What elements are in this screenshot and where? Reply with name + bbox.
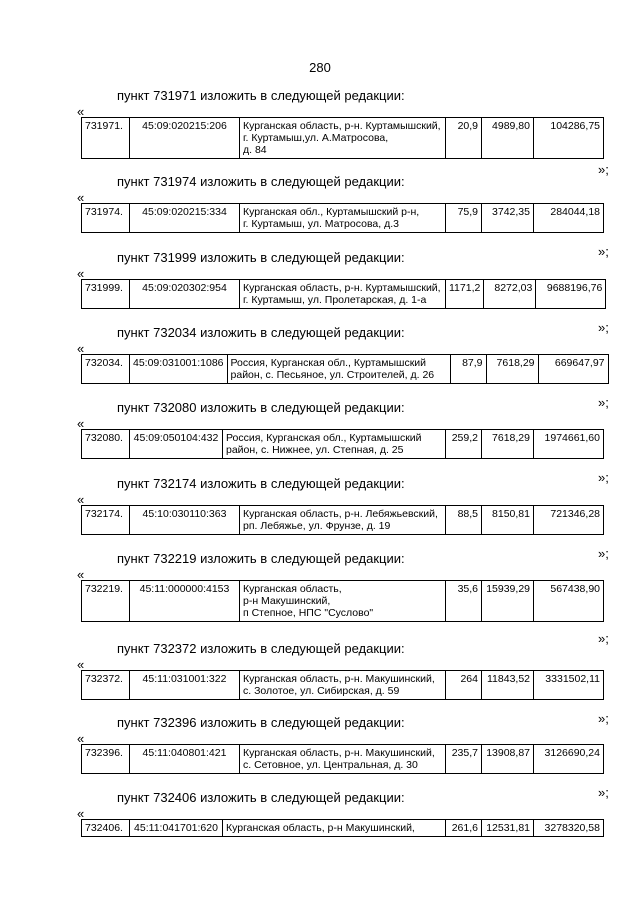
property-table (81, 354, 609, 384)
address-line: п Степное, НПС "Суслово" (243, 607, 374, 619)
cadastral-number-cell: 45:11:040801:421 (130, 745, 240, 774)
address-line: Курганская область, р-н. Куртамышский, (243, 282, 441, 294)
property-table (81, 505, 604, 535)
close-quote: »; (598, 244, 609, 259)
open-quote: « (77, 190, 85, 205)
cadastral-number-cell: 45:09:050104:432 (130, 430, 223, 459)
cadastral-number-cell: 45:11:031001:322 (130, 671, 240, 700)
amendment-heading: пункт 732396 изложить в следующей редакции: (117, 715, 405, 730)
total-value-cell: 3278320,58 (534, 820, 604, 837)
amendment-heading: пункт 731974 изложить в следующей редакции: (117, 174, 405, 189)
total-value-cell: 567438,90 (534, 581, 604, 622)
amendment-heading: пункт 731971 изложить в следующей редакции: (117, 88, 405, 103)
amendment-heading: пункт 732372 изложить в следующей редакции: (117, 641, 405, 656)
close-quote: »; (598, 785, 609, 800)
address-line: Россия, Курганская обл., Куртамышский (226, 432, 422, 444)
open-quote: « (77, 657, 85, 672)
address-cell (240, 118, 446, 159)
price-cell: 8150,81 (482, 506, 534, 535)
address-cell (240, 581, 446, 622)
total-value-cell: 1974661,60 (534, 430, 604, 459)
address-line: Курганская обл., Куртамышский р-н, (243, 206, 420, 218)
amendment-heading: пункт 732174 изложить в следующей редакции: (117, 476, 405, 491)
area-cell: 261,6 (446, 820, 482, 837)
address-line: Курганская область, р-н. Куртамышский, (243, 120, 441, 132)
property-table (81, 203, 604, 233)
amendment-heading: пункт 732034 изложить в следующей редакции: (117, 325, 405, 340)
price-cell: 3742,35 (482, 204, 534, 233)
open-quote: « (77, 806, 85, 821)
amendment-heading: пункт 731999 изложить в следующей редакции: (117, 250, 405, 265)
address-line: с. Сетовное, ул. Центральная, д. 30 (243, 759, 418, 771)
cadastral-number-cell: 45:09:020215:206 (130, 118, 240, 159)
cadastral-number-cell: 45:09:031001:1086 (130, 355, 228, 384)
property-table (81, 670, 604, 700)
item-number-cell: 732174. (82, 506, 130, 535)
area-cell: 35,6 (446, 581, 482, 622)
address-line: Курганская область, р-н. Макушинский, (243, 747, 435, 759)
table-row (82, 671, 604, 700)
page-number: 280 (309, 60, 331, 75)
address-line: г. Куртамыш,ул. А.Матросова, (243, 132, 389, 144)
area-cell: 75,9 (446, 204, 482, 233)
price-cell: 13908,87 (482, 745, 534, 774)
address-line: д. 84 (243, 144, 267, 156)
cadastral-number-cell: 45:10:030110:363 (130, 506, 240, 535)
address-line: Курганская область, р-н. Макушинский, (243, 673, 435, 685)
close-quote: »; (598, 395, 609, 410)
total-value-cell: 104286,75 (534, 118, 604, 159)
amendment-heading: пункт 732080 изложить в следующей редакции: (117, 400, 405, 415)
amendment-heading: пункт 732406 изложить в следующей редакции: (117, 790, 405, 805)
total-value-cell: 3331502,11 (534, 671, 604, 700)
open-quote: « (77, 104, 85, 119)
price-cell: 7618,29 (482, 430, 534, 459)
close-quote: »; (598, 162, 609, 177)
close-quote: »; (598, 470, 609, 485)
item-number-cell: 731999. (82, 280, 130, 309)
address-line: р-н Макушинский, (243, 595, 331, 607)
area-cell: 264 (446, 671, 482, 700)
address-cell (223, 820, 446, 837)
price-cell: 15939,29 (482, 581, 534, 622)
close-quote: »; (598, 711, 609, 726)
item-number-cell: 732034. (82, 355, 130, 384)
item-number-cell: 732080. (82, 430, 130, 459)
item-number-cell: 732396. (82, 745, 130, 774)
area-cell: 235,7 (446, 745, 482, 774)
area-cell: 20,9 (446, 118, 482, 159)
address-cell (223, 430, 446, 459)
price-cell: 4989,80 (482, 118, 534, 159)
property-table (81, 429, 604, 459)
table-row (82, 820, 604, 837)
address-line: г. Куртамыш, ул. Пролетарская, д. 1-а (243, 294, 427, 306)
total-value-cell: 9688196,76 (536, 280, 606, 309)
property-table (81, 279, 606, 309)
close-quote: »; (598, 320, 609, 335)
property-table (81, 580, 604, 622)
total-value-cell: 669647,97 (538, 355, 608, 384)
open-quote: « (77, 266, 85, 281)
open-quote: « (77, 731, 85, 746)
item-number-cell: 732372. (82, 671, 130, 700)
price-cell: 8272,03 (484, 280, 536, 309)
close-quote: »; (598, 546, 609, 561)
area-cell: 87,9 (450, 355, 486, 384)
address-cell (240, 506, 446, 535)
item-number-cell: 731974. (82, 204, 130, 233)
open-quote: « (77, 567, 85, 582)
table-row (82, 430, 604, 459)
table-row (82, 581, 604, 622)
total-value-cell: 3126690,24 (534, 745, 604, 774)
table-row (82, 506, 604, 535)
table-row (82, 118, 604, 159)
area-cell: 88,5 (446, 506, 482, 535)
area-cell: 259,2 (446, 430, 482, 459)
item-number-cell: 732219. (82, 581, 130, 622)
address-line: с. Золотое, ул. Сибирская, д. 59 (243, 685, 400, 697)
item-number-cell: 732406. (82, 820, 130, 837)
address-line: район, с. Нижнее, ул. Степная, д. 25 (226, 444, 404, 456)
amendment-heading: пункт 732219 изложить в следующей редакции: (117, 551, 405, 566)
open-quote: « (77, 492, 85, 507)
table-row (82, 745, 604, 774)
cadastral-number-cell: 45:11:000000:4153 (130, 581, 240, 622)
item-number-cell: 731971. (82, 118, 130, 159)
price-cell: 11843,52 (482, 671, 534, 700)
open-quote: « (77, 341, 85, 356)
address-cell (240, 280, 446, 309)
close-quote: »; (598, 631, 609, 646)
address-line: район, с. Песьяное, ул. Строителей, д. 26 (230, 369, 435, 381)
total-value-cell: 284044,18 (534, 204, 604, 233)
cadastral-number-cell: 45:11:041701:620 (130, 820, 223, 837)
address-line: рп. Лебяжье, ул. Фрунзе, д. 19 (243, 520, 391, 532)
table-row (82, 355, 609, 384)
address-line: Курганская область, р-н Макушинский, (226, 822, 415, 834)
address-cell (240, 204, 446, 233)
address-cell (240, 745, 446, 774)
address-cell (240, 671, 446, 700)
address-line: Курганская область, (243, 583, 342, 595)
property-table (81, 744, 604, 774)
area-cell: 1171,2 (446, 280, 484, 309)
address-line: г. Куртамыш, ул. Матросова, д.3 (243, 218, 399, 230)
table-row (82, 204, 604, 233)
address-line: Россия, Курганская обл., Куртамышский (230, 357, 427, 369)
open-quote: « (77, 416, 85, 431)
table-row (82, 280, 606, 309)
price-cell: 7618,29 (486, 355, 538, 384)
address-cell (227, 355, 450, 384)
total-value-cell: 721346,28 (534, 506, 604, 535)
price-cell: 12531,81 (482, 820, 534, 837)
cadastral-number-cell: 45:09:020302:954 (130, 280, 240, 309)
cadastral-number-cell: 45:09:020215:334 (130, 204, 240, 233)
property-table (81, 117, 604, 159)
property-table (81, 819, 604, 837)
address-line: Курганская область, р-н. Лебяжьевский, (243, 508, 438, 520)
